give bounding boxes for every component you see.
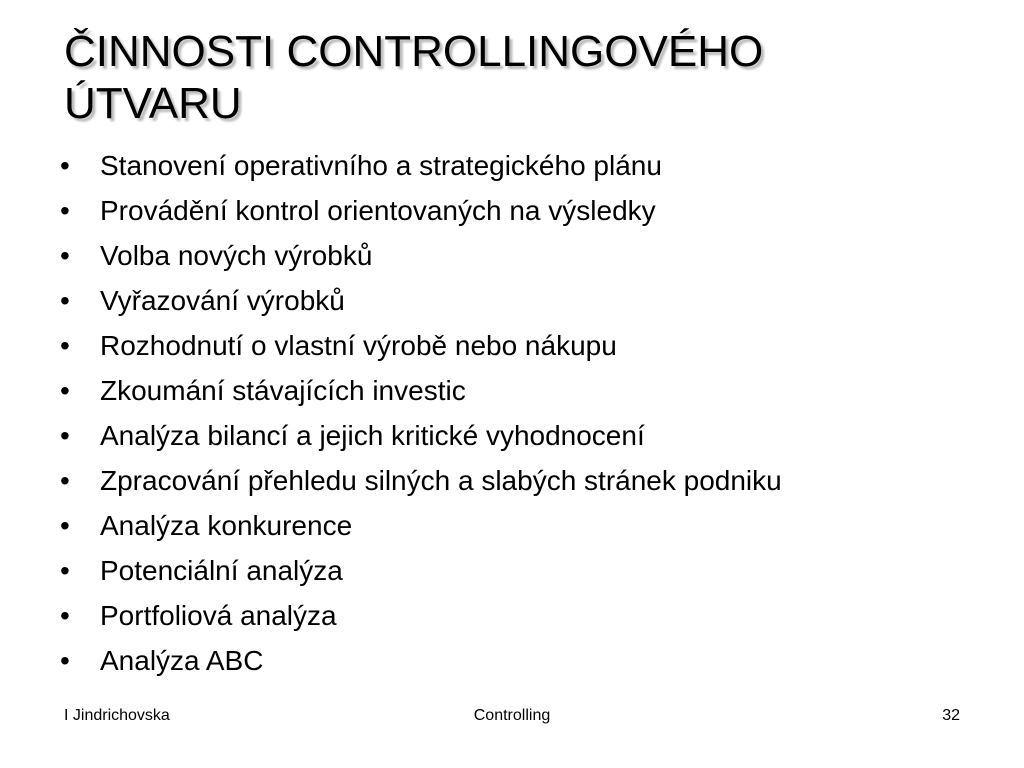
bullet-item: [60, 596, 980, 641]
bullet-text: Stanovení operativního a strategického plánu: [100, 150, 662, 181]
bullet-icon: •: [60, 150, 70, 181]
slide-title-line-1: ČINNOSTI CONTROLLINGOVÉHO: [64, 27, 764, 76]
footer-author: I Jindrichovska: [64, 707, 170, 724]
bullet-icon: •: [60, 330, 70, 361]
bullet-icon: •: [60, 240, 70, 271]
bullet-text: Zkoumání stávajících investic: [100, 375, 466, 406]
bullet-text: Vyřazování výrobků: [100, 285, 345, 316]
bullet-text: Analýza konkurence: [100, 510, 353, 541]
bullet-item: [60, 461, 980, 506]
bullet-item: [60, 191, 980, 236]
bullet-text: Volba nových výrobků: [100, 240, 373, 271]
bullet-item: [60, 146, 980, 191]
bullet-icon: •: [60, 510, 70, 541]
slide-title-line-2: ÚTVARU: [64, 79, 242, 128]
bullet-item: [60, 551, 980, 596]
bullet-text: Analýza bilancí a jejich kritické vyhodnocení: [100, 420, 645, 451]
bullet-icon: •: [60, 420, 70, 451]
slide-title: [64, 26, 964, 130]
bullet-text: Portfoliová analýza: [100, 600, 337, 631]
footer-page-number: 32: [942, 707, 960, 724]
bullet-text: Zpracování přehledu silných a slabých stránek podniku: [100, 465, 782, 496]
bullet-item: [60, 281, 980, 326]
bullet-text: Analýza ABC: [100, 645, 264, 676]
bullet-text: Potenciální analýza: [100, 555, 343, 586]
bullet-item: [60, 506, 980, 551]
bullet-item: [60, 371, 980, 416]
bullet-item: [60, 236, 980, 281]
bullet-item: [60, 641, 980, 686]
bullet-icon: •: [60, 600, 70, 631]
bullet-item: [60, 326, 980, 371]
bullet-text: Rozhodnutí o vlastní výrobě nebo nákupu: [100, 330, 617, 361]
bullet-icon: •: [60, 465, 70, 496]
footer-subject: Controlling: [473, 707, 551, 724]
bullet-item: [60, 416, 980, 461]
bullet-icon: •: [60, 285, 70, 316]
bullet-list: [60, 146, 980, 686]
bullet-text: Provádění kontrol orientovaných na výsledky: [100, 195, 656, 226]
bullet-icon: •: [60, 195, 70, 226]
bullet-icon: •: [60, 555, 70, 586]
bullet-icon: •: [60, 645, 70, 676]
bullet-icon: •: [60, 375, 70, 406]
